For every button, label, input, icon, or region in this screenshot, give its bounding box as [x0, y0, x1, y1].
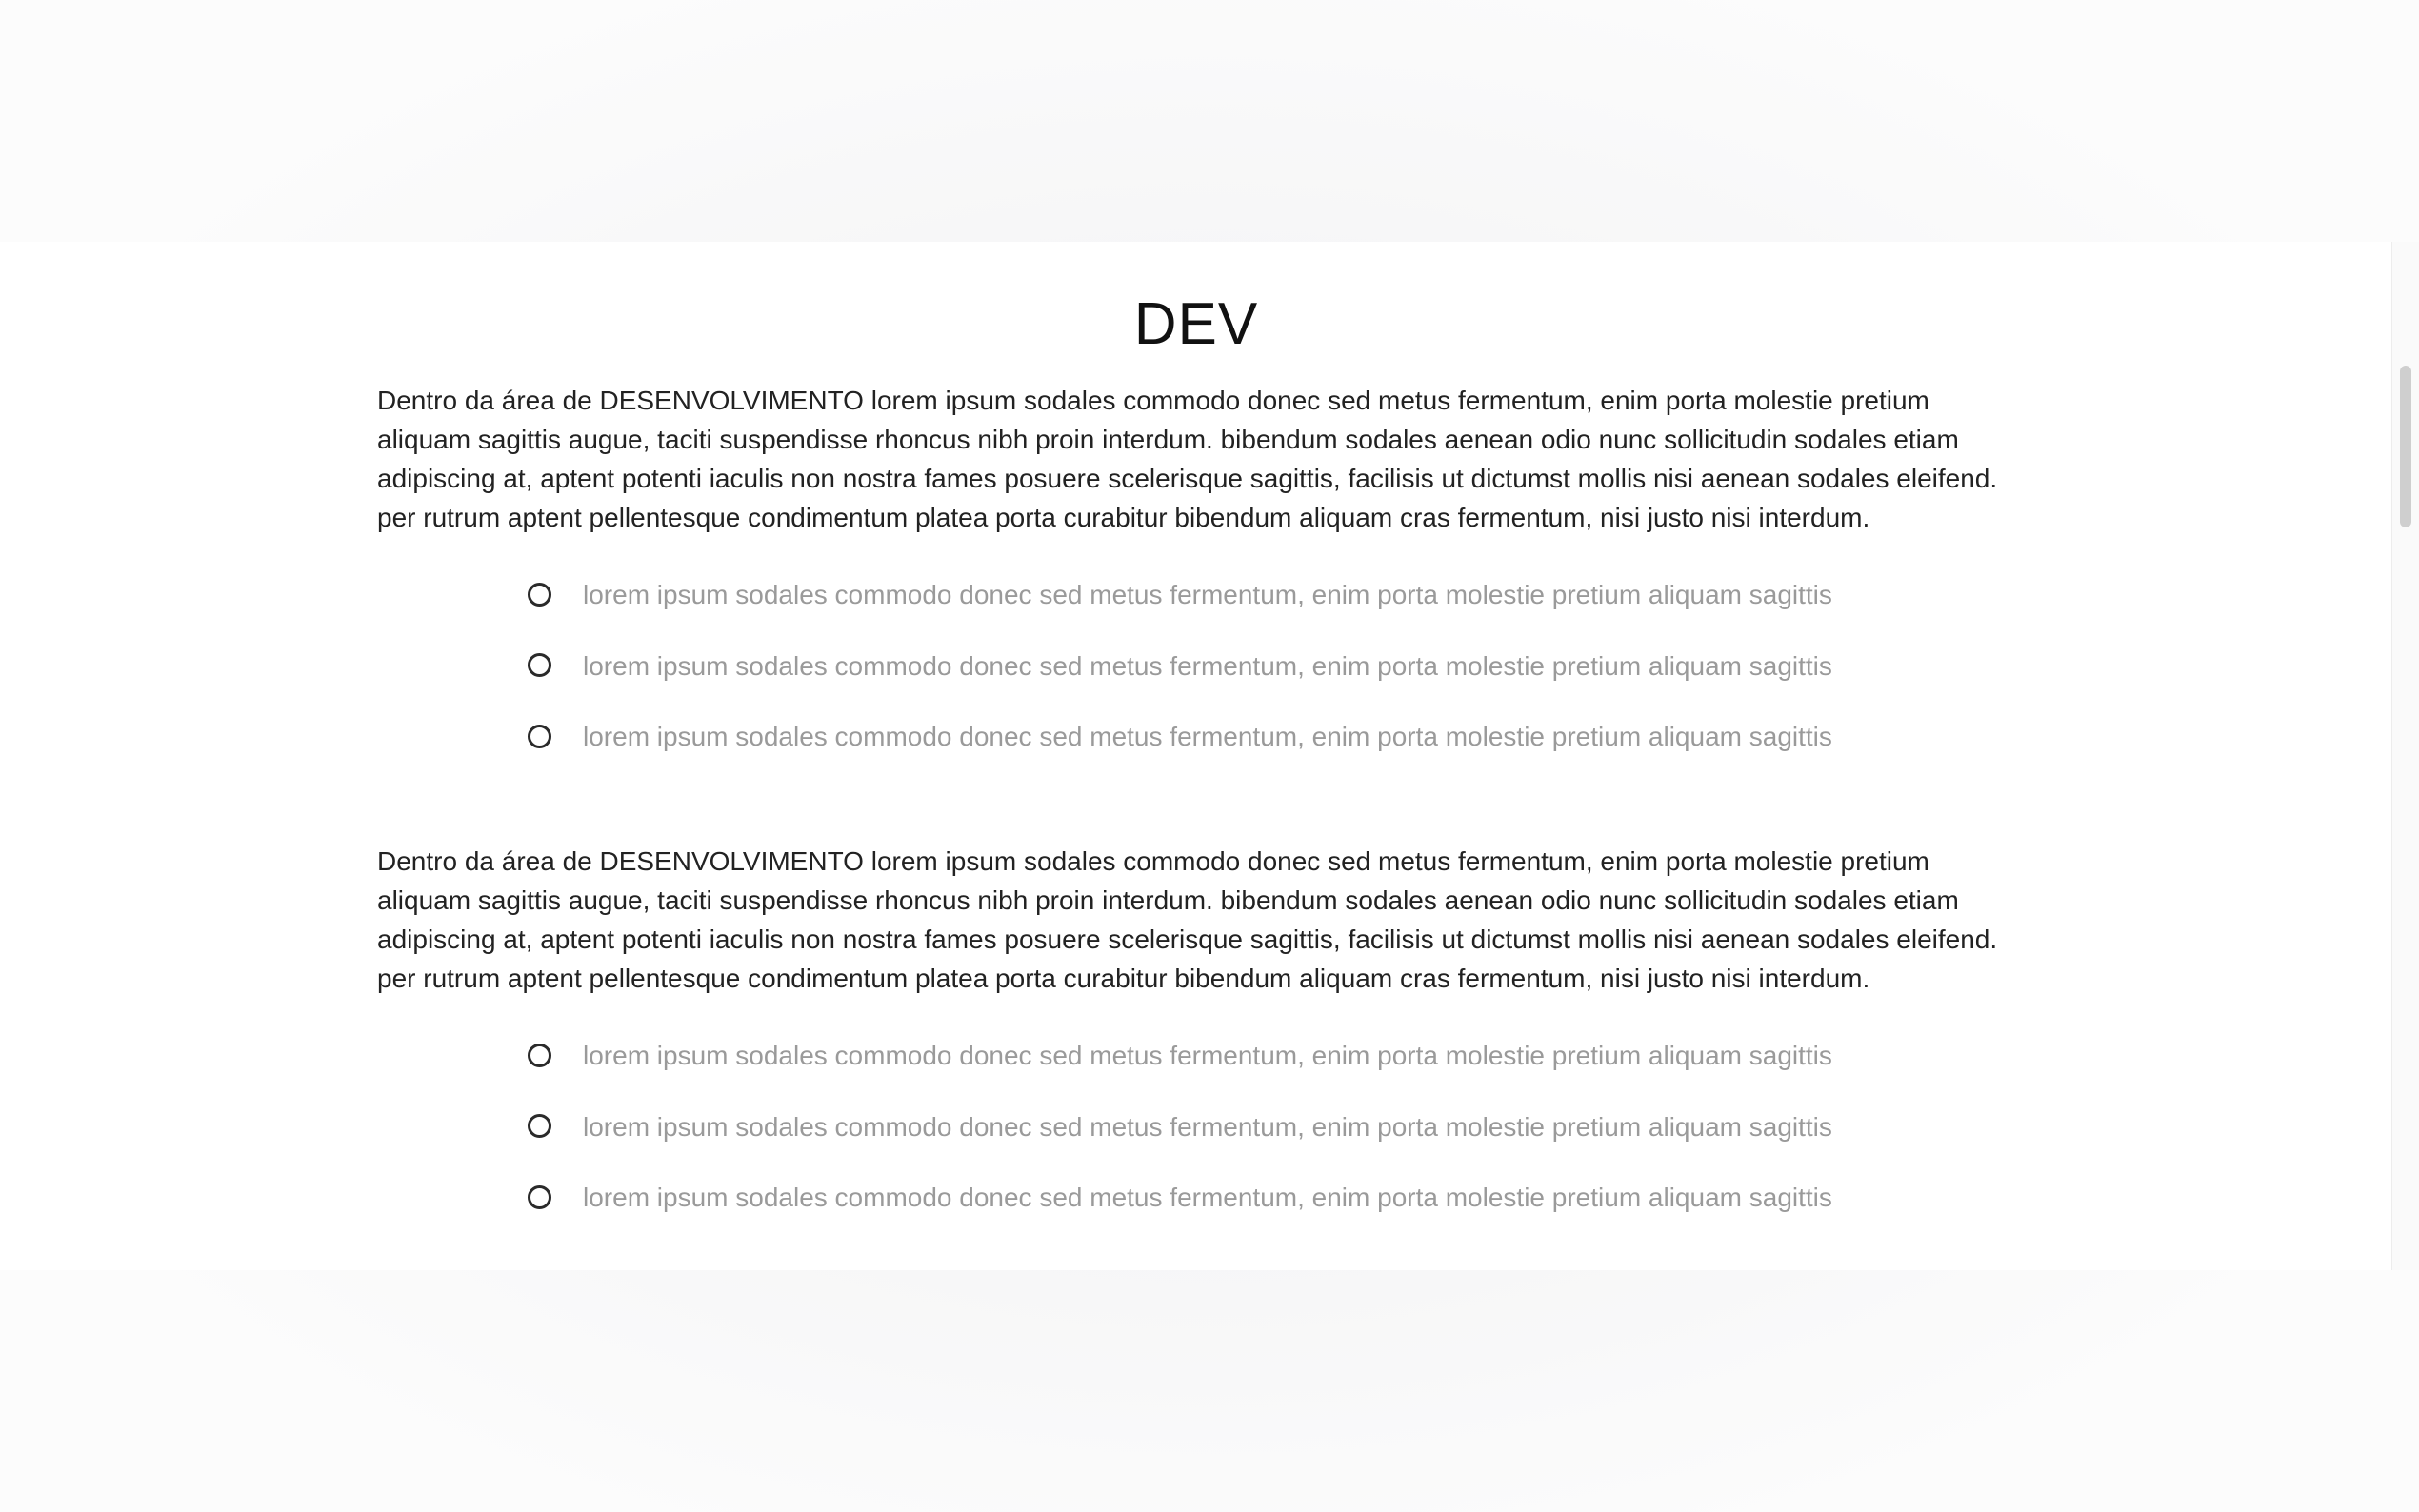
radio-unchecked-icon[interactable] — [528, 725, 551, 748]
page-title: DEV — [1133, 291, 1259, 357]
option-item[interactable] — [528, 631, 2166, 703]
option-item[interactable] — [528, 560, 2166, 631]
radio-unchecked-icon[interactable] — [528, 653, 551, 677]
survey-content — [377, 242, 2015, 1213]
option-label[interactable]: lorem ipsum sodales commodo donec sed metus fermentum, enim porta molestie pretium aliquam sagittis — [583, 1183, 1832, 1213]
options-list — [528, 1021, 2166, 1234]
option-label[interactable]: lorem ipsum sodales commodo donec sed metus fermentum, enim porta molestie pretium aliquam sagittis — [583, 722, 1832, 752]
question-paragraph: Dentro da área de DESENVOLVIMENTO lorem ipsum sodales commodo donec sed metus fermentum, enim porta molestie pretium aliquam sagittis augue, taciti suspendisse rhoncus nibh proin interdum. bibendum sodales aenean odio nunc sollicitudin sodales etiam adipiscing at, aptent potenti iaculis non nostra fames posuere scelerisque sagittis, facilisis ut dictumst mollis nisi aenean sodales eleifend. per rutrum aptent pellentesque condimentum platea porta curabitur bibendum aliquam cras fermentum, nisi justo nisi interdum. — [377, 386, 1998, 532]
survey-window — [0, 242, 2419, 1270]
vertical-scrollbar[interactable] — [2391, 242, 2419, 1270]
option-label[interactable]: lorem ipsum sodales commodo donec sed metus fermentum, enim porta molestie pretium aliquam sagittis — [583, 1111, 1832, 1142]
radio-unchecked-icon[interactable] — [528, 583, 551, 607]
scrollbar-thumb[interactable] — [2400, 366, 2411, 527]
radio-unchecked-icon[interactable] — [528, 1185, 551, 1209]
option-item[interactable] — [528, 702, 2166, 773]
option-item[interactable] — [528, 1092, 2166, 1164]
radio-unchecked-icon[interactable] — [528, 1044, 551, 1067]
option-item[interactable] — [528, 1163, 2166, 1234]
question-section-1 — [377, 381, 2015, 750]
option-label[interactable]: lorem ipsum sodales commodo donec sed metus fermentum, enim porta molestie pretium aliquam sagittis — [583, 580, 1832, 610]
option-item[interactable] — [528, 1021, 2166, 1092]
question-paragraph: Dentro da área de DESENVOLVIMENTO lorem ipsum sodales commodo donec sed metus fermentum, enim porta molestie pretium aliquam sagittis augue, taciti suspendisse rhoncus nibh proin interdum. bibendum sodales aenean odio nunc sollicitudin sodales etiam adipiscing at, aptent potenti iaculis non nostra fames posuere scelerisque sagittis, facilisis ut dictumst mollis nisi aenean sodales eleifend. per rutrum aptent pellentesque condimentum platea porta curabitur bibendum aliquam cras fermentum, nisi justo nisi interdum. — [377, 846, 1998, 993]
option-label[interactable]: lorem ipsum sodales commodo donec sed metus fermentum, enim porta molestie pretium aliquam sagittis — [583, 1041, 1832, 1071]
options-list — [528, 560, 2166, 773]
question-section-2 — [377, 842, 2015, 1211]
option-label[interactable]: lorem ipsum sodales commodo donec sed metus fermentum, enim porta molestie pretium aliquam sagittis — [583, 650, 1832, 681]
radio-unchecked-icon[interactable] — [528, 1114, 551, 1138]
